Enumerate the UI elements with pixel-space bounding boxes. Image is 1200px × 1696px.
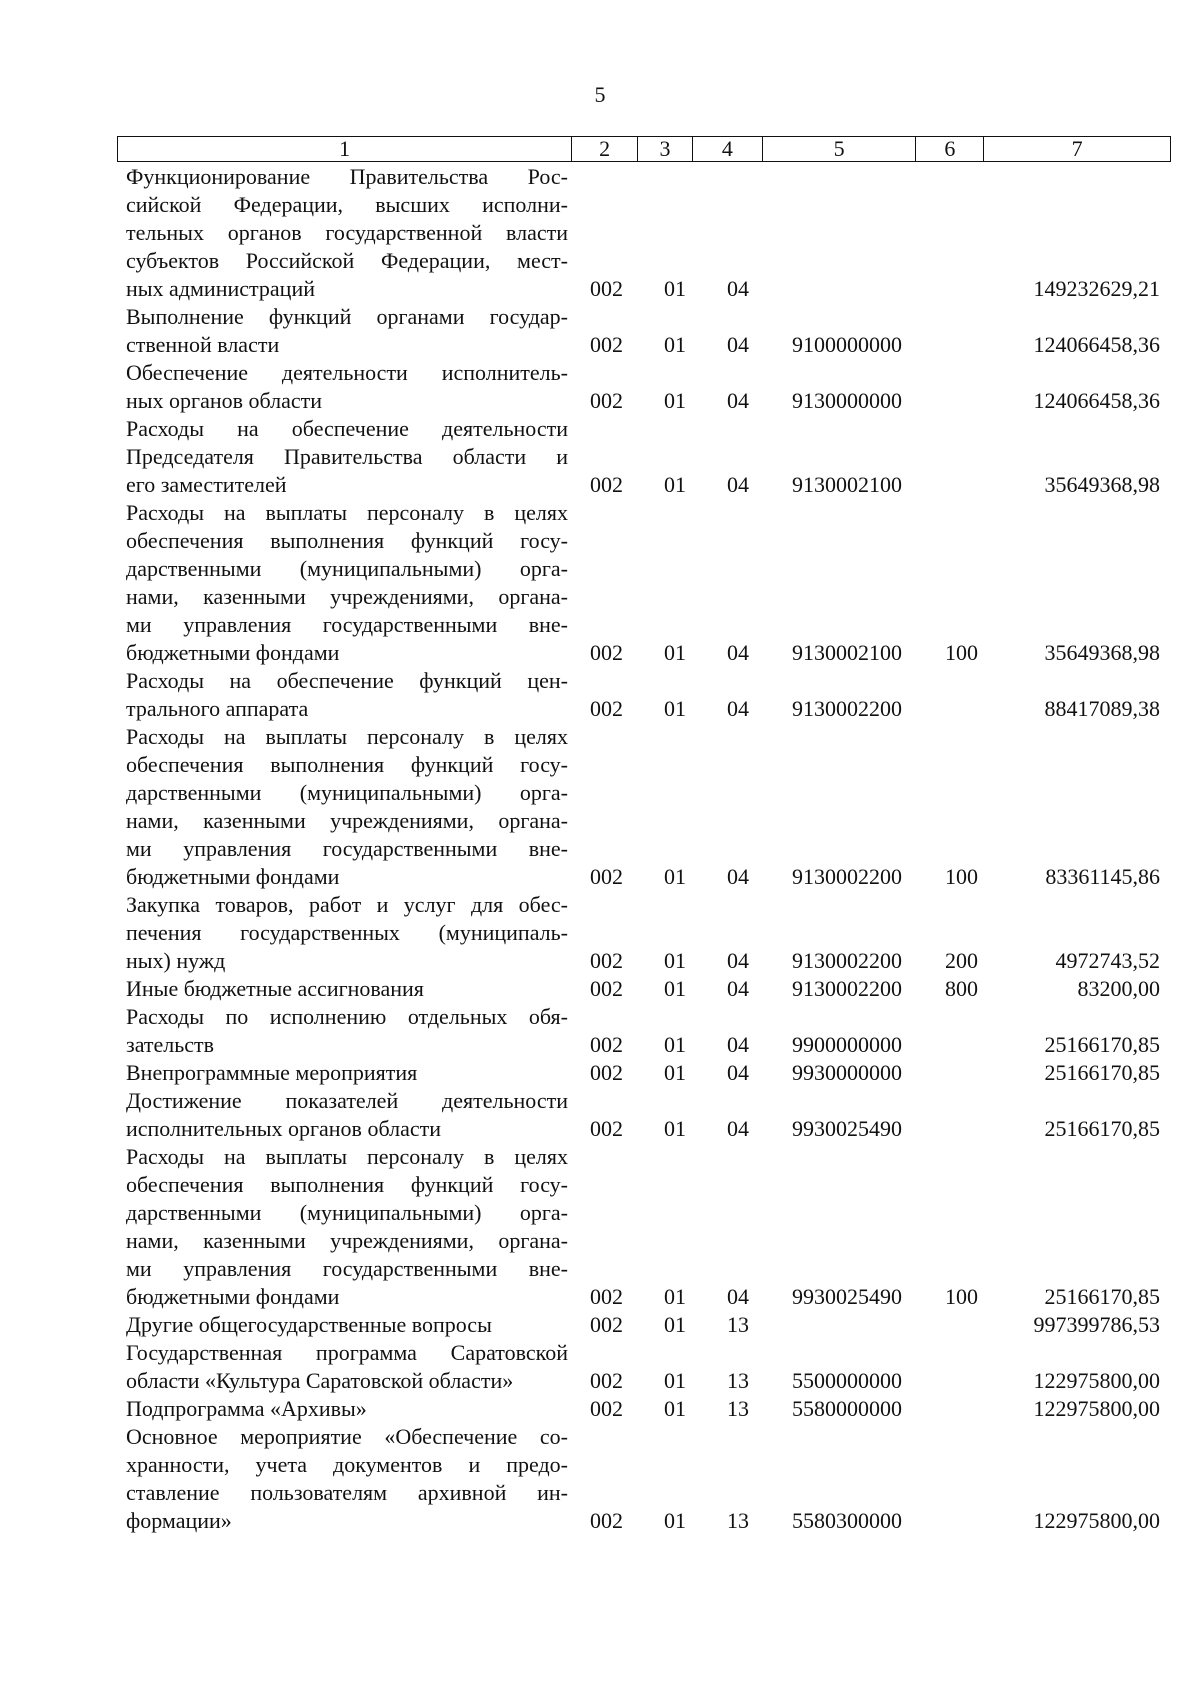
description-line: хранности, учета документов и предо- bbox=[126, 1452, 568, 1477]
description-line: ставление пользователям архивной ин- bbox=[126, 1480, 568, 1505]
cell-c6: 100 bbox=[945, 640, 978, 665]
description-line: Председателя Правительства области и bbox=[126, 444, 568, 469]
cell-c2: 002 bbox=[590, 640, 623, 665]
description-line: бюджетными фондами bbox=[126, 1284, 340, 1309]
cell-c2: 002 bbox=[590, 1284, 623, 1309]
cell-c4: 04 bbox=[727, 976, 749, 1001]
table-row bbox=[0, 891, 1200, 975]
cell-c7: 4972743,52 bbox=[1055, 948, 1160, 973]
description-line: Расходы по исполнению отдельных обя- bbox=[126, 1004, 568, 1029]
cell-c7: 149232629,21 bbox=[1033, 276, 1160, 301]
row-description bbox=[126, 723, 568, 891]
description-line: Иные бюджетные ассигнования bbox=[126, 976, 424, 1001]
cell-c7: 88417089,38 bbox=[1044, 696, 1160, 721]
cell-c2: 002 bbox=[590, 948, 623, 973]
description-line: обеспечения выполнения функций госу- bbox=[126, 528, 568, 553]
cell-c5: 9130002200 bbox=[792, 976, 902, 1001]
row-description bbox=[126, 1395, 568, 1423]
table-row bbox=[0, 1311, 1200, 1339]
description-line: печения государственных (муниципаль- bbox=[126, 920, 568, 945]
header-col-6: 6 bbox=[916, 137, 984, 161]
description-line: Расходы на выплаты персоналу в целях bbox=[126, 500, 568, 525]
cell-c3: 01 bbox=[664, 1060, 686, 1085]
table-row bbox=[0, 975, 1200, 1003]
row-description bbox=[126, 1059, 568, 1087]
cell-c7: 997399786,53 bbox=[1033, 1312, 1160, 1337]
description-line: Функционирование Правительства Рос- bbox=[126, 164, 568, 189]
cell-c7: 25166170,85 bbox=[1044, 1060, 1160, 1085]
row-description bbox=[126, 415, 568, 499]
cell-c3: 01 bbox=[664, 976, 686, 1001]
cell-c3: 01 bbox=[664, 276, 686, 301]
description-line: ных администраций bbox=[126, 276, 315, 301]
header-col-3: 3 bbox=[638, 137, 693, 161]
cell-c2: 002 bbox=[590, 1368, 623, 1393]
cell-c4: 04 bbox=[727, 640, 749, 665]
cell-c2: 002 bbox=[590, 1116, 623, 1141]
cell-c3: 01 bbox=[664, 332, 686, 357]
table-row bbox=[0, 1339, 1200, 1395]
description-line: дарственными (муниципальными) орга- bbox=[126, 1200, 568, 1225]
description-line: Государственная программа Саратовской bbox=[126, 1340, 568, 1365]
description-line: зательств bbox=[126, 1032, 215, 1057]
table-row bbox=[0, 667, 1200, 723]
description-line: Достижение показателей деятельности bbox=[126, 1088, 568, 1113]
cell-c4: 04 bbox=[727, 472, 749, 497]
header-col-7: 7 bbox=[1071, 136, 1083, 161]
cell-c2: 002 bbox=[590, 1508, 623, 1533]
cell-c3: 01 bbox=[664, 640, 686, 665]
description-line: области «Культура Саратовской области» bbox=[126, 1368, 514, 1393]
table-row bbox=[0, 1003, 1200, 1059]
cell-c7: 35649368,98 bbox=[1044, 472, 1160, 497]
description-line: обеспечения выполнения функций госу- bbox=[126, 752, 568, 777]
cell-c5: 9930000000 bbox=[792, 1060, 902, 1085]
table-body bbox=[0, 163, 1200, 1535]
table-row bbox=[0, 303, 1200, 359]
description-line: нами, казенными учреждениями, органа- bbox=[126, 808, 568, 833]
table-row bbox=[0, 1395, 1200, 1423]
description-line: Другие общегосударственные вопросы bbox=[126, 1312, 492, 1337]
cell-c5: 9130000000 bbox=[792, 388, 902, 413]
cell-c4: 13 bbox=[727, 1312, 749, 1337]
cell-c3: 01 bbox=[664, 696, 686, 721]
row-description bbox=[126, 499, 568, 667]
cell-c3: 01 bbox=[664, 1116, 686, 1141]
description-line: Закупка товаров, работ и услуг для обес- bbox=[126, 892, 568, 917]
row-description bbox=[126, 891, 568, 975]
cell-c4: 13 bbox=[727, 1368, 749, 1393]
cell-c5: 5500000000 bbox=[792, 1368, 902, 1393]
description-line: Обеспечение деятельности исполнитель- bbox=[126, 360, 568, 385]
table-row bbox=[0, 415, 1200, 499]
cell-c4: 04 bbox=[727, 276, 749, 301]
cell-c3: 01 bbox=[664, 472, 686, 497]
description-line: ми управления государственными вне- bbox=[126, 836, 568, 861]
row-description bbox=[126, 303, 568, 359]
row-description bbox=[126, 1311, 568, 1339]
cell-c3: 01 bbox=[664, 388, 686, 413]
description-line: Расходы на выплаты персоналу в целях bbox=[126, 724, 568, 749]
description-line: формации» bbox=[126, 1508, 232, 1533]
cell-c2: 002 bbox=[590, 976, 623, 1001]
cell-c5: 9130002200 bbox=[792, 864, 902, 889]
cell-c4: 04 bbox=[727, 1060, 749, 1085]
cell-c7: 122975800,00 bbox=[1033, 1396, 1160, 1421]
description-line: Расходы на обеспечение функций цен- bbox=[126, 668, 568, 693]
cell-c2: 002 bbox=[590, 1060, 623, 1085]
cell-c4: 04 bbox=[727, 696, 749, 721]
row-description bbox=[126, 975, 568, 1003]
cell-c5: 9930025490 bbox=[792, 1116, 902, 1141]
cell-c5: 9130002100 bbox=[792, 472, 902, 497]
cell-c4: 04 bbox=[727, 388, 749, 413]
cell-c3: 01 bbox=[664, 1368, 686, 1393]
cell-c6: 100 bbox=[945, 1284, 978, 1309]
description-line: тельных органов государственной власти bbox=[126, 220, 568, 245]
cell-c2: 002 bbox=[590, 332, 623, 357]
cell-c2: 002 bbox=[590, 864, 623, 889]
table-row bbox=[0, 163, 1200, 303]
cell-c7: 25166170,85 bbox=[1044, 1284, 1160, 1309]
description-line: бюджетными фондами bbox=[126, 864, 340, 889]
table-row bbox=[0, 359, 1200, 415]
cell-c5: 9130002200 bbox=[792, 696, 902, 721]
cell-c3: 01 bbox=[664, 864, 686, 889]
description-line: нами, казенными учреждениями, органа- bbox=[126, 1228, 568, 1253]
row-description bbox=[126, 667, 568, 723]
description-line: дарственными (муниципальными) орга- bbox=[126, 780, 568, 805]
cell-c7: 25166170,85 bbox=[1044, 1032, 1160, 1057]
description-line: исполнительных органов области bbox=[126, 1116, 441, 1141]
description-line: сийской Федерации, высших исполни- bbox=[126, 192, 568, 217]
cell-c7: 35649368,98 bbox=[1044, 640, 1160, 665]
header-col-1: 1 bbox=[118, 137, 572, 161]
cell-c5: 5580000000 bbox=[792, 1396, 902, 1421]
cell-c4: 04 bbox=[727, 1284, 749, 1309]
cell-c2: 002 bbox=[590, 388, 623, 413]
row-description bbox=[126, 163, 568, 303]
cell-c4: 04 bbox=[727, 1032, 749, 1057]
cell-c3: 01 bbox=[664, 948, 686, 973]
description-line: Расходы на выплаты персоналу в целях bbox=[126, 1144, 568, 1169]
table-row bbox=[0, 1087, 1200, 1143]
row-description bbox=[126, 1003, 568, 1059]
row-description bbox=[126, 359, 568, 415]
cell-c6: 800 bbox=[945, 976, 978, 1001]
cell-c5: 9130002100 bbox=[792, 640, 902, 665]
row-description bbox=[126, 1087, 568, 1143]
description-line: Внепрограммные мероприятия bbox=[126, 1060, 418, 1085]
cell-c4: 04 bbox=[727, 948, 749, 973]
description-line: ми управления государственными вне- bbox=[126, 1256, 568, 1281]
cell-c3: 01 bbox=[664, 1396, 686, 1421]
table-row bbox=[0, 1423, 1200, 1535]
cell-c4: 13 bbox=[727, 1508, 749, 1533]
cell-c5: 9900000000 bbox=[792, 1032, 902, 1057]
description-line: ственной власти bbox=[126, 332, 280, 357]
header-col-2: 2 bbox=[572, 137, 638, 161]
row-description bbox=[126, 1339, 568, 1395]
cell-c4: 04 bbox=[727, 1116, 749, 1141]
description-line: ных) нужд bbox=[126, 948, 226, 973]
description-line: дарственными (муниципальными) орга- bbox=[126, 556, 568, 581]
row-description bbox=[126, 1423, 568, 1535]
description-line: Выполнение функций органами государ- bbox=[126, 304, 568, 329]
cell-c3: 01 bbox=[664, 1284, 686, 1309]
description-line: Подпрограмма «Архивы» bbox=[126, 1396, 367, 1421]
description-line: обеспечения выполнения функций госу- bbox=[126, 1172, 568, 1197]
cell-c7: 122975800,00 bbox=[1033, 1368, 1160, 1393]
cell-c7: 83200,00 bbox=[1077, 976, 1160, 1001]
row-description bbox=[126, 1143, 568, 1311]
cell-c7: 124066458,36 bbox=[1033, 388, 1160, 413]
cell-c4: 04 bbox=[727, 332, 749, 357]
table-row bbox=[0, 499, 1200, 667]
table-row bbox=[0, 1143, 1200, 1311]
cell-c2: 002 bbox=[590, 276, 623, 301]
header-col-5: 5 bbox=[763, 137, 917, 161]
cell-c7: 83361145,86 bbox=[1045, 864, 1160, 889]
cell-c7: 25166170,85 bbox=[1044, 1116, 1160, 1141]
cell-c6: 100 bbox=[945, 864, 978, 889]
cell-c3: 01 bbox=[664, 1312, 686, 1337]
header-col-4: 4 bbox=[693, 137, 763, 161]
cell-c3: 01 bbox=[664, 1032, 686, 1057]
cell-c6: 200 bbox=[945, 948, 978, 973]
cell-c3: 01 bbox=[664, 1508, 686, 1533]
description-line: Расходы на обеспечение деятельности bbox=[126, 416, 568, 441]
description-line: бюджетными фондами bbox=[126, 640, 340, 665]
description-line: ми управления государственными вне- bbox=[126, 612, 568, 637]
cell-c4: 04 bbox=[727, 864, 749, 889]
cell-c2: 002 bbox=[590, 1312, 623, 1337]
cell-c2: 002 bbox=[590, 472, 623, 497]
cell-c2: 002 bbox=[590, 1032, 623, 1057]
description-line: его заместителей bbox=[126, 472, 287, 497]
description-line: субъектов Российской Федерации, мест- bbox=[126, 248, 568, 273]
cell-c5: 5580300000 bbox=[792, 1508, 902, 1533]
cell-c5: 9100000000 bbox=[792, 332, 902, 357]
table-header bbox=[117, 136, 1171, 162]
cell-c5: 9930025490 bbox=[792, 1284, 902, 1309]
cell-c7: 122975800,00 bbox=[1033, 1508, 1160, 1533]
description-line: нами, казенными учреждениями, органа- bbox=[126, 584, 568, 609]
description-line: трального аппарата bbox=[126, 696, 309, 721]
cell-c5: 9130002200 bbox=[792, 948, 902, 973]
page-number: 5 bbox=[594, 82, 606, 107]
description-line: Основное мероприятие «Обеспечение со- bbox=[126, 1424, 568, 1449]
cell-c7: 124066458,36 bbox=[1033, 332, 1160, 357]
table-row bbox=[0, 1059, 1200, 1087]
cell-c2: 002 bbox=[590, 696, 623, 721]
table-row bbox=[0, 723, 1200, 891]
cell-c2: 002 bbox=[590, 1396, 623, 1421]
description-line: ных органов области bbox=[126, 388, 323, 413]
cell-c4: 13 bbox=[727, 1396, 749, 1421]
